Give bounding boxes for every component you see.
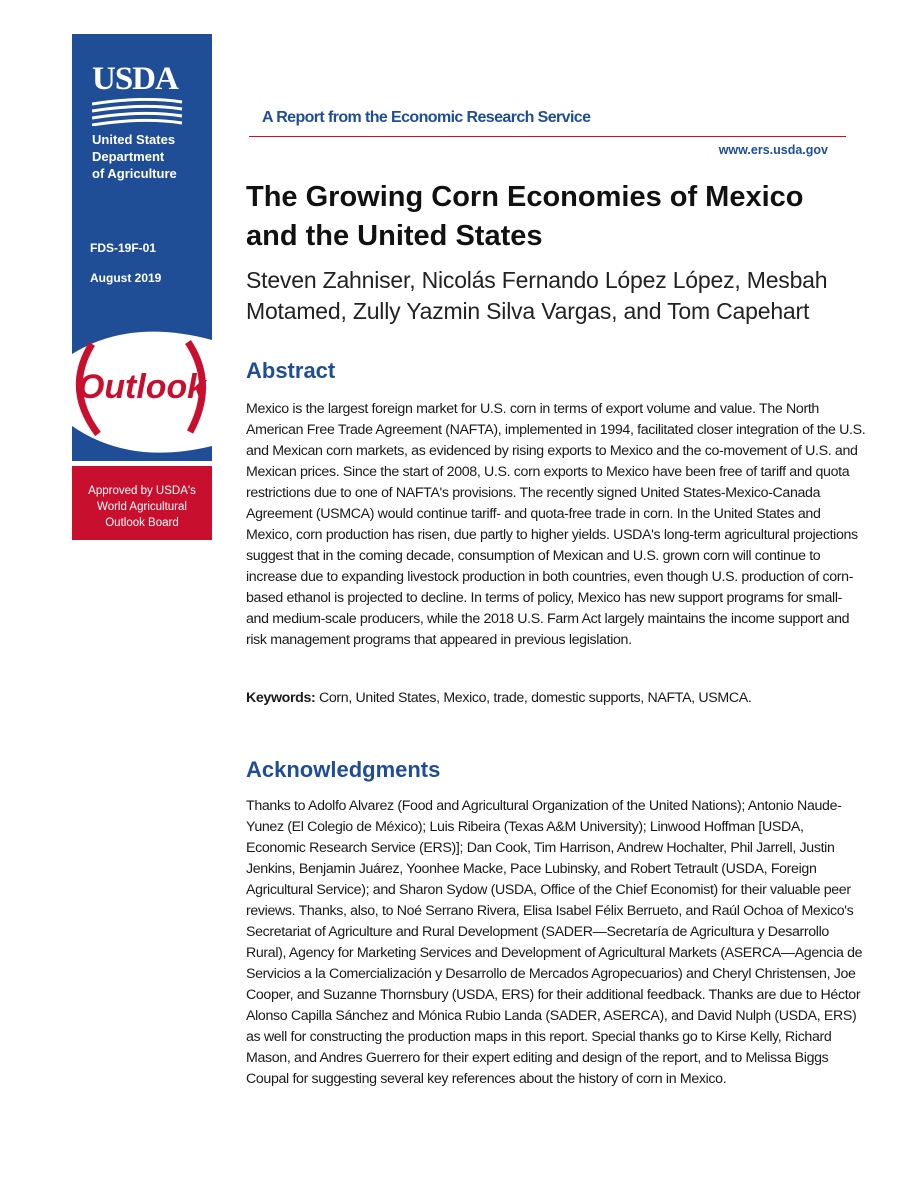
department-line: Department <box>92 149 165 164</box>
usda-logo <box>92 62 192 128</box>
department-name <box>92 131 210 182</box>
acknowledgments-text: Thanks to Adolfo Alvarez (Food and Agricultural Organization of the United Nations); Antonio Naude-Yunez (El Colegio de México); Luis Ribeira (Texas A&M University); Linwood Hoffman [USDA, Economic Research Service (ERS)]; Dan Cook, Tim Harrison, Andrew Hochalter, Phil Jarrell, Justin Jenkins, Benjamin Juárez, Yoonhee Macke, Pace Lubinsky, and Robert Tetrault (USDA, Foreign Agricultural Service); and Sharon Sydow (USDA, Office of the Chief Economist) for their valuable peer reviews. Thanks, also, to Noé Serrano Rivera, Elisa Isabel Félix Berrueto, and Raúl Ochoa of Mexico's Secretariat of Agriculture and Rural Development (SADER—Secretaría de Agricultura y Desarrollo Rural), Agency for Marketing Services and Development of Agricultural Markets (ASERCA—Agencia de Servicios a la Comercialización y Desarrollo de Mercados Agropecuarios) and Cheryl Christensen, Joe Cooper, and Suzanne Thornsbury (USDA, ERS) for their additional feedback. Thanks are due to Héctor Alonso Capilla Sánchez and Mónica Rubio Landa (SADER, ASERCA), and David Nulph (USDA, ERS) as well for constructing the production maps in this report. Special thanks go to Kirse Kelly, Richard Mason, and Andres Guerrero for their expert editing and design of the report, and to Melissa Biggs Coupal for suggesting several key references about the history of corn in Mexico. <box>246 798 863 1087</box>
department-line: United States <box>92 132 176 147</box>
approval-line: Approved by USDA's <box>88 485 196 497</box>
keywords-text: Corn, United States, Mexico, trade, domestic supports, NAFTA, USMCA. <box>315 690 752 706</box>
keywords-line <box>246 688 866 709</box>
outlook-logo-icon <box>70 324 214 454</box>
report-source-heading: A Report from the Economic Research Service <box>262 109 591 126</box>
department-line: of Agriculture <box>92 166 177 181</box>
acknowledgments-heading: Acknowledgments <box>246 757 441 782</box>
report-authors: Steven Zahniser, Nicolás Fernando López López, Mesbah Motamed, Zully Yazmin Silva Vargas, and Tom Capehart <box>246 267 828 324</box>
report-date: August 2019 <box>90 271 162 285</box>
approval-badge <box>72 466 212 540</box>
report-title: The Growing Corn Economies of Mexico and the United States <box>246 181 804 252</box>
usda-logo-text: USDA <box>92 61 178 97</box>
sidebar-banner <box>72 34 212 461</box>
outlook-label: Outlook <box>78 368 209 406</box>
abstract-heading: Abstract <box>246 358 336 383</box>
keywords-label: Keywords: <box>246 690 316 706</box>
ers-website-link[interactable]: www.ers.usda.gov <box>718 143 828 157</box>
header-divider <box>249 136 846 137</box>
abstract-text: Mexico is the largest foreign market for U.S. corn in terms of export volume and value. The North American Free Trade Agreement (NAFTA), implemented in 1994, facilitated closer integration of the U.S. and Mexican corn markets, as evidenced by rising exports to Mexico and the co-movement of U.S. and Mexican prices. Since the start of 2008, U.S. corn exports to Mexico have been free of tariff and quota restrictions due to one of NAFTA's provisions. The recently signed United States-Mexico-Canada Agreement (USMCA) would continue tariff- and quota-free trade in corn. In the United States and Mexico, corn production has risen, due partly to higher yields. USDA's long-term agricultural projections suggest that in the coming decade, consumption of Mexican and U.S. grown corn will continue to increase due to expanding livestock production in both countries, even though U.S. production of corn-based ethanol is projected to decline. In terms of policy, Mexico has new support programs for small- and medium-scale producers, while the 2018 U.S. Farm Act largely maintains the income support and risk management programs that appeared in previous legislation. <box>246 401 866 648</box>
approval-line: Outlook Board <box>105 517 179 529</box>
usda-logo-lines-icon <box>92 98 192 126</box>
report-number: FDS-19F-01 <box>90 241 157 255</box>
approval-line: World Agricultural <box>97 501 187 513</box>
